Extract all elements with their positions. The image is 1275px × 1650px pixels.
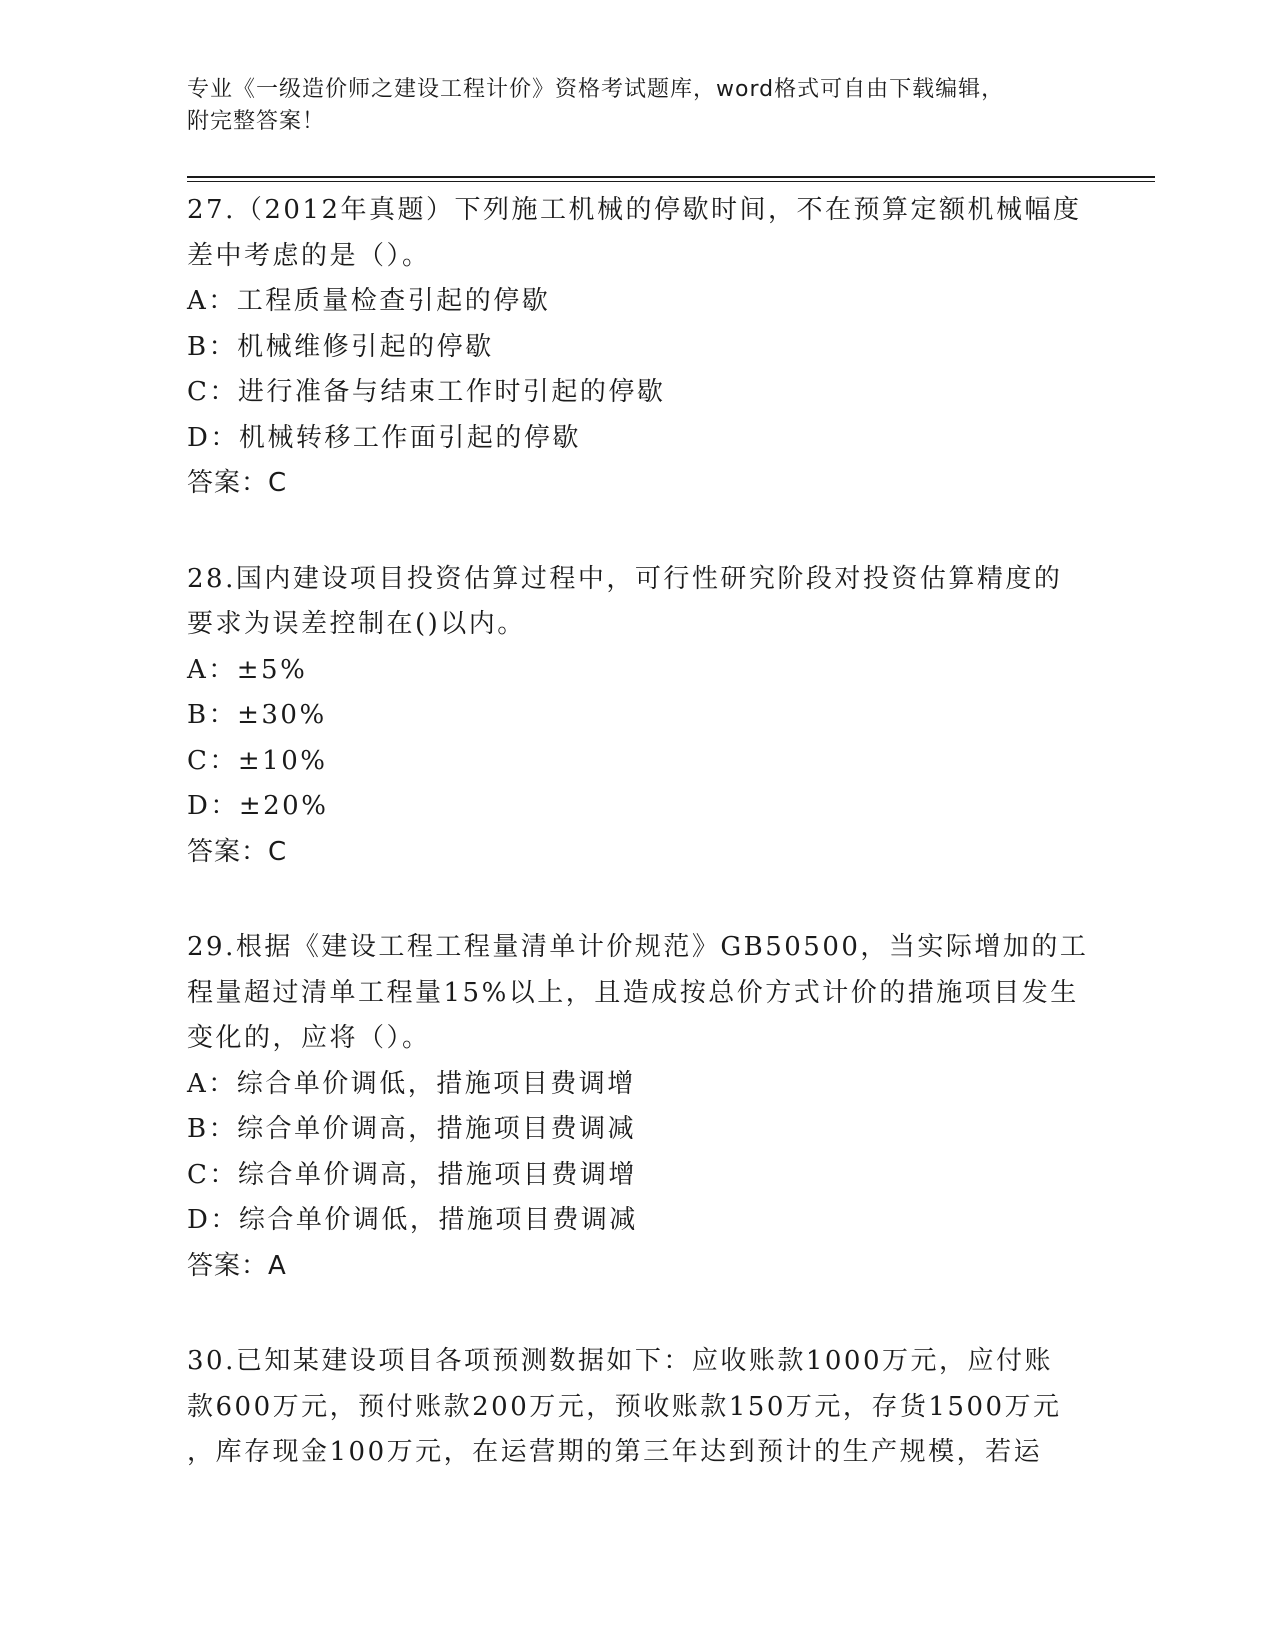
question-text-line: 款600万元，预付账款200万元，预收账款150万元，存货1500万元 [187,1391,1062,1422]
answer: 答案：C [187,836,288,867]
question-text [187,188,1087,279]
answer: 答案：A [187,1250,287,1281]
question-text-line: 29.根据《建设工程工程量清单计价规范》GB50500，当实际增加的工 [187,932,1089,962]
question-text [187,925,1087,1062]
option-c: C：进行准备与结束工作时引起的停歇 [187,377,666,407]
question-text-line: ，库存现金100万元，在运营期的第三年达到预计的生产规模，若运 [187,1437,1043,1467]
option-d: D：机械转移工作面引起的停歇 [187,422,581,453]
question-29 [187,925,1087,1289]
question-28 [187,557,1087,876]
question-text-line: 差中考虑的是（）。 [187,240,431,271]
question-text [187,1339,1087,1476]
question-text-line: 变化的，应将（）。 [187,1023,431,1053]
question-27 [187,188,1087,507]
option-d: D：综合单价调低，措施项目费调减 [187,1205,638,1235]
option-a: A：综合单价调低，措施项目费调增 [187,1068,636,1099]
option-b: B：机械维修引起的停歇 [187,331,494,362]
option-c: C：综合单价调高，措施项目费调增 [187,1159,637,1190]
option-b: B：综合单价调高，措施项目费调减 [187,1114,637,1144]
question-text-line: 27.（2012年真题）下列施工机械的停歇时间，不在预算定额机械幅度 [187,195,1082,225]
header-divider-thin [187,181,1155,182]
header-line-2: 附完整答案！ [187,109,326,134]
document-header [187,74,1087,138]
option-b: B：±30% [187,700,327,730]
question-30 [187,1339,1087,1476]
question-text-line: 28.国内建设项目投资估算过程中，可行性研究阶段对投资估算精度的 [187,563,1063,594]
answer: 答案：C [187,468,288,498]
option-d: D：±20% [187,791,329,821]
question-list [187,188,1087,1526]
option-a: A：±5% [187,654,308,685]
header-divider-thick [187,176,1155,178]
question-text-line: 要求为误差控制在()以内。 [187,609,526,639]
header-line-1: 专业《一级造价师之建设工程计价》资格考试题库，word格式可自由下载编辑， [187,77,1005,102]
option-c: C：±10% [187,745,328,776]
question-text-line: 程量超过清单工程量15%以上，且造成按总价方式计价的措施项目发生 [187,977,1079,1008]
question-text-line: 30.已知某建设项目各项预测数据如下：应收账款1000万元，应付账 [187,1346,1054,1376]
question-text [187,557,1087,648]
option-a: A：工程质量检查引起的停歇 [187,286,551,316]
